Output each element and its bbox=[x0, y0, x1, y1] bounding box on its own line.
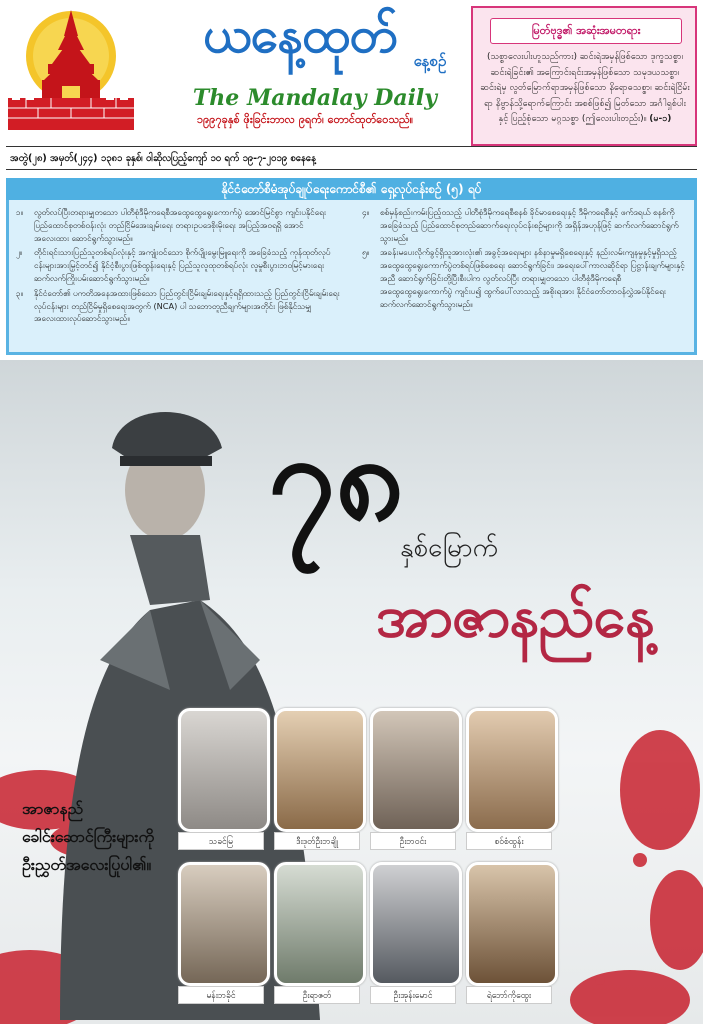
buddha-teaching-text bbox=[480, 50, 690, 128]
program-item bbox=[16, 287, 341, 325]
newspaper-subtitle: နေ့စဉ် bbox=[413, 52, 447, 70]
anniversary-number: ၇၈ bbox=[268, 407, 405, 548]
program-item-number: ၄။ bbox=[362, 207, 370, 217]
leader-portrait bbox=[466, 862, 558, 986]
leader-portrait bbox=[178, 708, 270, 832]
newspaper-title: ယနေ့ထုတ် bbox=[202, 6, 398, 64]
program-item bbox=[16, 206, 341, 244]
caption-line: ဦးညွှတ်အလေးပြုပါ၏။ bbox=[22, 855, 152, 874]
leader-name: မန်းဘခိုင် bbox=[178, 986, 264, 1004]
program-item bbox=[362, 206, 687, 244]
leader-portrait bbox=[274, 708, 366, 832]
program-item-text: နိုင်ငံတော်၏ ပကတိအနေအထားဖြစ်သော ပြည်တွင်းငြိမ်းချမ်းရေးနှင့်ရရှိထားသည့် ပြည်တွင်းငြိမ်းချမ်းရေးလုပ်ငန်းများ တည်ငြိမ်မှုရှိစေရေးအတွက် (NCA) ပါ သဘောတူညီချက်များအတိုင်း ဖြစ်နိုင်သမျှ အလေးထားလုပ်ဆောင်သွားမည်။ bbox=[34, 287, 340, 324]
caption-line: အာဇာနည် bbox=[22, 799, 84, 818]
program-item-number: ၂။ bbox=[16, 247, 23, 258]
leader-name: သခင်မြ bbox=[178, 832, 264, 850]
program-item-text: စစ်မှန်စည်းကမ်းပြည့်ဝသည့် ပါတီစုံဒီမိုကရေစီစနစ် ခိုင်မာစေရေးနှင့် ဒီမိုကရေစီနှင့် ဖက်ဒရယ် စနစ်ကိုအခြေခံသည့် ပြည်ထောင်စုတည်ဆောက်ရေးလုပ်ငန်းစဉ်များကို အရှိန်အဟုန်ဖြင့် ဆက်လက်ဆောင်ရွက်သွားမည်။ bbox=[380, 207, 679, 243]
program-item-text: လွတ်လပ်ပြီးတရားမျှတသော ပါတီစုံဒီမိုကရေစီအထွေထွေရွေးကောက်ပွဲ အောင်မြင်စွာ ကျင်းပနိုင်ရေး ပြည်ထောင်စုတစ်ဝန်းလုံး တည်ငြိမ်အေးချမ်းရေး တရားဥပဒေစိုးမိုးရေး အပြည့်အဝရရှိ အောင် အလေးထား ဆောင်ရွက်သွားမည်။ bbox=[34, 207, 326, 243]
program-item-text: အခန်းမပေးလိုက်ခွင့်ရှိသူအားလုံး၏ အခွင့်အရေးများ နစ်နာမှုမရှိစေရေးနှင့် နည်းလမ်းကျနမှုနှင့်မှုရှိသည့် အထွေထွေရွေးကောက်ပွဲတစ်ရပ်ဖြစ်စေရေး ဆောင်ရွက်ခြင်း၊ အရေးပေါ်ကာလဆိုင်ရာ ပြဋ္ဌာန်းချက်များနှင့်အညီ ဆောင်ရွက်ခြင်းတို့ပြီးစီးပါက လွတ်လပ်ပြီး တရားမျှတသော ပါတီစုံဒီမိုကရေစီအထွေထွေရွေးကောက်ပွဲ ကျင်းပ၍ ထွက်ပေါ်လာသည့် အစိုးရအား နိုင်ငံတော်တာဝန်လွှဲအပ်နိုင်ရေး ဆက်လက်ဆောင်ရွက်သွားမည်။ bbox=[380, 247, 685, 309]
tribute-caption bbox=[22, 795, 197, 879]
caption-line: ခေါင်းဆောင်ကြီးများကို bbox=[22, 827, 155, 846]
leader-name: ဦးဘဝင်း bbox=[370, 832, 456, 850]
leader-name: ရဲဘော်ကိုထွေး bbox=[466, 986, 552, 1004]
teaching-body: (သစ္စာလေးပါးဟူသည်ကား) ဆင်းရဲအမှန်ဖြစ်သော ဒုက္ခသစ္စာ၊ ဆင်းရဲခြင်း၏ အကြောင်းရင်းအမှန်ဖြစ်သော သမုဒယသစ္စာ၊ ဆင်းရဲမှ လွတ်မြောက်ရာအမှန်ဖြစ်သော နိရောဓသစ္စာ၊ ဆင်းရဲငြိမ်းရာ နိဗ္ဗာန်သို့ရောက်ကြောင်း အစစ်ဖြစ်၍ မြတ်သော အင်္ဂါရှစ်ပါးနှင့် ပြည့်စုံသော မဂ္ဂသစ္စာ (ဤလေးပါးတည်း)။ bbox=[480, 52, 690, 124]
program-item bbox=[16, 246, 341, 284]
leader-portrait bbox=[370, 708, 462, 832]
newspaper-english-title: The Mandalay Daily bbox=[192, 85, 438, 111]
program-item-number: ၃။ bbox=[16, 287, 24, 298]
program-title: နိုင်ငံတော်စီမံအုပ်ချုပ်ရေးကောင်စီ၏ ရှေ့လုပ်ငန်းစဉ် (၅) ရပ် bbox=[6, 178, 697, 200]
leader-name: ဦးအုန်းမောင် bbox=[370, 986, 456, 1004]
leader-portrait bbox=[274, 862, 366, 986]
program-item-number: ၅။ bbox=[362, 247, 370, 258]
leader-portrait bbox=[370, 862, 462, 986]
program-left-column bbox=[16, 206, 341, 327]
leader-portrait bbox=[178, 862, 270, 986]
program-right-column bbox=[362, 206, 687, 312]
martyrs-day-heading: အာဇာနည်နေ့ bbox=[376, 582, 655, 650]
buddha-teaching-title: မြတ်ဗုဒ္ဓ၏ အဆုံးအမတရား bbox=[490, 18, 682, 44]
anniversary-years-label: နှစ်မြောက် bbox=[400, 533, 499, 563]
issue-info-bar: အတွဲ(၂၈) အမှတ်(၂၄၄) ၁၃၈၁ ခုနှစ်၊ ဝါဆိုလပြည့်ကျော် ၁၀ ရက် ၁၉-၇-၂၀၁၉ စနေနေ့ bbox=[6, 146, 697, 170]
palace-logo-icon bbox=[6, 6, 136, 138]
leader-portrait bbox=[466, 708, 558, 832]
program-item-number: ၁။ bbox=[16, 207, 24, 217]
newspaper-founding-line: ၁၉၉၇ခုနှစ် ဖိုးခြင်းဘာလ ၉ရက်၊ တောင်ထုတ်ဝေသည်။ bbox=[196, 113, 414, 126]
teaching-reference: (မ-၁) bbox=[649, 114, 672, 124]
leader-name: စဝ်စံထွန်း bbox=[466, 832, 552, 850]
leader-name: ဦးရာဇတ် bbox=[274, 986, 360, 1004]
program-item bbox=[362, 246, 687, 310]
program-item-text: တိုင်းရင်းသားပြည်သူတစ်ရပ်လုံးနှင့် အကျုံးဝင်သော စိုက်ပျိုးမွေးမြူရေးကို အခြေခံသည့် ကုန်ထုတ်လုပ်ငန်းများအားမြှင့်တင်၍ နိုင်ငံ့စီးပွားဖြစ်ထွန်းရေးနှင့် ပြည်သူလူထုတစ်ရပ်လုံး လူမှုစီးပွားဘဝမြင့်မားရေး ဆက်လက်ကြိုးပမ်းဆောင်ရွက်သွားမည်။ bbox=[34, 247, 331, 283]
leader-name: ဒီးဒုတ်ဦးဘချို bbox=[274, 832, 360, 850]
